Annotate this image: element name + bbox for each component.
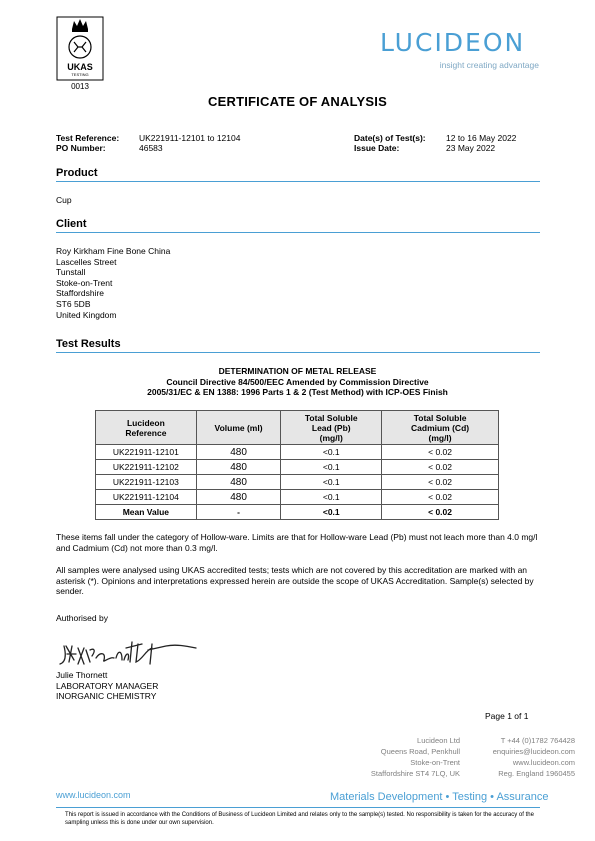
column-header-line: Cadmium (Cd) bbox=[411, 422, 470, 433]
product-rule bbox=[56, 181, 540, 182]
client-line: ST6 5DB bbox=[56, 298, 91, 309]
footer-address-line: Staffordshire ST4 7LQ, UK bbox=[370, 769, 460, 778]
column-header-line: (mg/l) bbox=[319, 432, 343, 443]
cell-mean-volume: - bbox=[196, 505, 281, 520]
dates-label: Date(s) of Test(s): bbox=[354, 133, 426, 143]
cell-reference: UK221911-12102 bbox=[96, 460, 197, 475]
hollow-ware-note: These items fall under the category of Hollow-ware. Limits are that for Hollow-ware Lead (Pb) must not leach more than 4.0 mg/l and Cadmium (Cd) not more than 0.3 mg/l. bbox=[56, 532, 538, 553]
signatory-department: INORGANIC CHEMISTRY bbox=[56, 691, 157, 702]
handwritten-signature bbox=[56, 636, 206, 670]
column-header-line: Reference bbox=[125, 427, 167, 438]
page-number: Page 1 of 1 bbox=[485, 711, 529, 721]
test-reference-label: Test Reference: bbox=[56, 133, 120, 143]
client-line: United Kingdom bbox=[56, 309, 117, 320]
signatory-title: LABORATORY MANAGER bbox=[56, 680, 159, 691]
footer-address bbox=[320, 735, 460, 779]
determination-line: 2005/31/EC & EN 1388: 1996 Parts 1 & 2 (Test Method) with ICP-OES Finish bbox=[147, 387, 448, 397]
ukas-wordmark: UKAS bbox=[67, 62, 93, 72]
cell-mean-lead: <0.1 bbox=[281, 505, 382, 520]
column-header-line: Total Soluble bbox=[413, 412, 467, 423]
client-line: Staffordshire bbox=[56, 288, 105, 299]
test-reference-value: UK221911-12101 to 12104 bbox=[139, 133, 241, 143]
ukas-accreditation-mark bbox=[55, 15, 105, 85]
cell-volume: 480 bbox=[196, 460, 281, 475]
mean-value-row bbox=[96, 505, 499, 520]
column-header-cadmium bbox=[382, 411, 499, 445]
footer-address-line: Lucideon Ltd bbox=[417, 736, 460, 745]
footer-website-link[interactable]: www.lucideon.com bbox=[56, 790, 131, 800]
accreditation-note: All samples were analysed using UKAS accredited tests; tests which are not covered by this accreditation are marked with an asterisk (*). Opinions and interpretations expressed herein are outside the scope of UKAS Accreditation. Sample(s) selected by sender. bbox=[56, 565, 534, 597]
results-table bbox=[95, 410, 499, 520]
meta-left bbox=[56, 133, 240, 153]
test-results-heading: Test Results bbox=[56, 338, 121, 350]
cell-lead: <0.1 bbox=[281, 445, 382, 460]
product-value: Cup bbox=[56, 195, 72, 205]
dates-value: 12 to 16 May 2022 bbox=[446, 133, 517, 143]
cell-volume: 480 bbox=[196, 445, 281, 460]
signatory-block bbox=[56, 670, 158, 702]
client-line: Stoke-on-Trent bbox=[56, 277, 113, 288]
test-results-rule bbox=[56, 352, 540, 353]
table-row bbox=[96, 460, 499, 475]
cell-cadmium: < 0.02 bbox=[382, 490, 499, 505]
client-rule bbox=[56, 232, 540, 233]
page-title: CERTIFICATE OF ANALYSIS bbox=[208, 94, 387, 109]
column-header-reference bbox=[96, 411, 197, 445]
footer-address-line: Stoke-on-Trent bbox=[410, 758, 460, 767]
client-line: Lascelles Street bbox=[56, 256, 117, 267]
cell-reference: UK221911-12103 bbox=[96, 475, 197, 490]
ukas-code: 0013 bbox=[71, 82, 89, 91]
cell-reference: UK221911-12104 bbox=[96, 490, 197, 505]
meta-right bbox=[354, 133, 516, 153]
column-header-volume bbox=[196, 411, 281, 445]
signatory-name: Julie Thornett bbox=[56, 670, 108, 680]
po-number-label: PO Number: bbox=[56, 143, 106, 153]
lucideon-logo: LUCIDEON bbox=[380, 28, 526, 57]
footer-disclaimer: This report is issued in accordance with the Conditions of Business of Lucideon Limited and relates only to the sample(s) tested. No responsibility is taken for the accuracy of the sampling unless this is done under our own supervision. bbox=[65, 812, 534, 826]
logo-tagline: insight creating advantage bbox=[439, 60, 539, 70]
table-row bbox=[96, 445, 499, 460]
issue-date-label: Issue Date: bbox=[354, 143, 400, 153]
client-address bbox=[56, 246, 170, 320]
footer-contact-line: Reg. England 1960455 bbox=[498, 769, 575, 778]
cell-volume: 480 bbox=[196, 490, 281, 505]
cell-lead: <0.1 bbox=[281, 475, 382, 490]
determination-title bbox=[0, 366, 595, 398]
cell-lead: <0.1 bbox=[281, 490, 382, 505]
column-header-line: Volume (ml) bbox=[214, 422, 263, 433]
footer-contact-line: www.lucideon.com bbox=[512, 758, 575, 767]
table-row bbox=[96, 475, 499, 490]
column-header-line: Lead (Pb) bbox=[311, 422, 351, 433]
cell-reference: UK221911-12101 bbox=[96, 445, 197, 460]
client-line: Tunstall bbox=[56, 267, 86, 278]
po-number-value: 46583 bbox=[139, 143, 163, 153]
determination-line: Council Directive 84/500/EEC Amended by Commission Directive bbox=[166, 376, 429, 387]
client-line: Roy Kirkham Fine Bone China bbox=[56, 246, 171, 256]
column-header-line: Lucideon bbox=[126, 417, 165, 428]
client-heading: Client bbox=[56, 218, 87, 230]
determination-line: DETERMINATION OF METAL RELEASE bbox=[218, 366, 377, 376]
authorised-by-label: Authorised by bbox=[56, 613, 108, 623]
footer-strapline: Materials Development • Testing • Assurance bbox=[330, 791, 549, 803]
footer-contact-line: T +44 (0)1782 764428 bbox=[500, 736, 575, 745]
footer-contact bbox=[470, 735, 575, 779]
cell-cadmium: < 0.02 bbox=[382, 460, 499, 475]
footer-contact-line: enquiries@lucideon.com bbox=[492, 747, 575, 756]
crown-icon bbox=[72, 19, 88, 32]
footer-rule bbox=[56, 807, 540, 808]
cell-mean-cadmium: < 0.02 bbox=[382, 505, 499, 520]
cell-lead: <0.1 bbox=[281, 460, 382, 475]
cell-mean-label: Mean Value bbox=[96, 505, 197, 520]
table-row bbox=[96, 490, 499, 505]
cell-cadmium: < 0.02 bbox=[382, 475, 499, 490]
cell-cadmium: < 0.02 bbox=[382, 445, 499, 460]
ukas-sub: TESTING bbox=[71, 72, 89, 77]
cell-volume: 480 bbox=[196, 475, 281, 490]
column-header-lead bbox=[281, 411, 382, 445]
footer-address-line: Queens Road, Penkhull bbox=[380, 747, 460, 756]
issue-date-value: 23 May 2022 bbox=[446, 143, 496, 153]
table-header-row bbox=[96, 411, 499, 445]
column-header-line: Total Soluble bbox=[304, 412, 358, 423]
product-heading: Product bbox=[56, 167, 98, 179]
column-header-line: (mg/l) bbox=[428, 432, 452, 443]
